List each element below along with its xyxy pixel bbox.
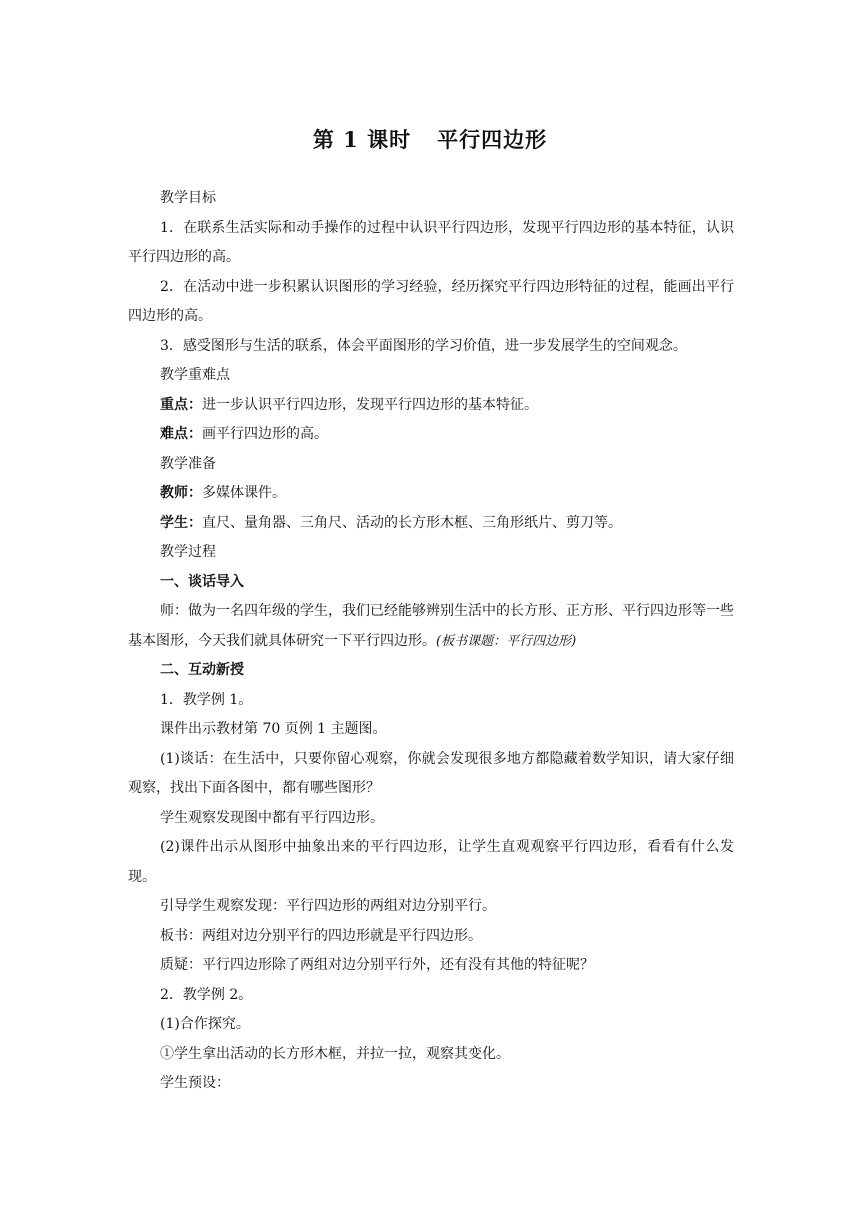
student-label: 学生： bbox=[160, 514, 202, 531]
student-preparation bbox=[128, 509, 734, 539]
student-text: 直尺、量角器、三角尺、活动的长方形木框、三角形纸片、剪刀等。 bbox=[202, 514, 622, 531]
teacher-text: 多媒体课件。 bbox=[202, 485, 286, 501]
key-point-text: 进一步认识平行四边形，发现平行四边形的基本特征。 bbox=[202, 396, 538, 413]
difficult-point-text: 画平行四边形的高。 bbox=[202, 426, 328, 442]
key-point bbox=[128, 391, 734, 421]
example-1-guide: 引导学生观察发现：平行四边形的两组对边分别平行。 bbox=[160, 898, 496, 914]
teacher-label: 教师： bbox=[160, 485, 202, 501]
lesson-number: 第 1 课时 bbox=[312, 127, 412, 152]
example-1-observation: 学生观察发现图中都有平行四边形。 bbox=[160, 809, 384, 826]
board-note: (板书课题：平行四边形) bbox=[436, 633, 577, 649]
difficult-point-label: 难点： bbox=[160, 426, 202, 442]
section-heading-goals: 教学目标 bbox=[160, 190, 216, 206]
intro-paragraph bbox=[128, 597, 734, 656]
document-body bbox=[128, 184, 734, 1099]
lesson-topic: 平行四边形 bbox=[437, 127, 548, 152]
section-heading-preparation: 教学准备 bbox=[160, 455, 216, 472]
example-1-step-1: (1)谈话：在生活中，只要你留心观察，你就会发现很多地方都隐藏着数学知识，请大家仔细观察，找出下面各图中，都有哪些图形？ bbox=[128, 750, 734, 796]
example-2-activity: ①学生拿出活动的长方形木框，并拉一拉，观察其变化。 bbox=[160, 1045, 510, 1062]
difficult-point bbox=[128, 420, 734, 450]
goal-1: 1．在联系生活实际和动手操作的过程中认识平行四边形，发现平行四边形的基本特征，认识平行四边形的高。 bbox=[128, 219, 734, 265]
intro-text: 师：做为一名四年级的学生，我们已经能够辨别生活中的长方形、正方形、平行四边形等一些基本图形，今天我们就具体研究一下平行四边形。 bbox=[128, 603, 734, 649]
example-1-question: 质疑：平行四边形除了两组对边分别平行外，还有没有其他的特征呢？ bbox=[160, 957, 594, 973]
example-2-step-1: (1)合作探究。 bbox=[160, 1016, 250, 1032]
example-1-board: 板书：两组对边分别平行的四边形就是平行四边形。 bbox=[160, 927, 482, 944]
lesson-title bbox=[0, 124, 860, 154]
part-1-heading bbox=[128, 568, 734, 598]
section-heading-key-points: 教学重难点 bbox=[160, 367, 230, 383]
example-2-heading: 2．教学例 2。 bbox=[160, 986, 253, 1003]
part-2-label: 二、互动新授 bbox=[160, 662, 244, 678]
key-point-label: 重点： bbox=[160, 396, 202, 413]
example-1-heading: 1．教学例 1。 bbox=[160, 691, 253, 708]
example-2-prediction: 学生预设： bbox=[160, 1075, 230, 1091]
example-1-courseware: 课件出示教材第 70 页例 1 主题图。 bbox=[160, 721, 387, 737]
part-1-label: 一、谈话导入 bbox=[160, 573, 244, 590]
part-2-heading bbox=[128, 656, 734, 686]
goal-2: 2．在活动中进一步积累认识图形的学习经验，经历探究平行四边形特征的过程，能画出平行四边形的高。 bbox=[128, 278, 734, 324]
goal-3: 3．感受图形与生活的联系，体会平面图形的学习价值，进一步发展学生的空间观念。 bbox=[160, 337, 687, 354]
teacher-preparation bbox=[128, 479, 734, 509]
section-heading-process: 教学过程 bbox=[160, 544, 216, 560]
example-1-step-2: (2)课件出示从图形中抽象出来的平行四边形，让学生直观观察平行四边形，看看有什么发现。 bbox=[128, 839, 734, 885]
